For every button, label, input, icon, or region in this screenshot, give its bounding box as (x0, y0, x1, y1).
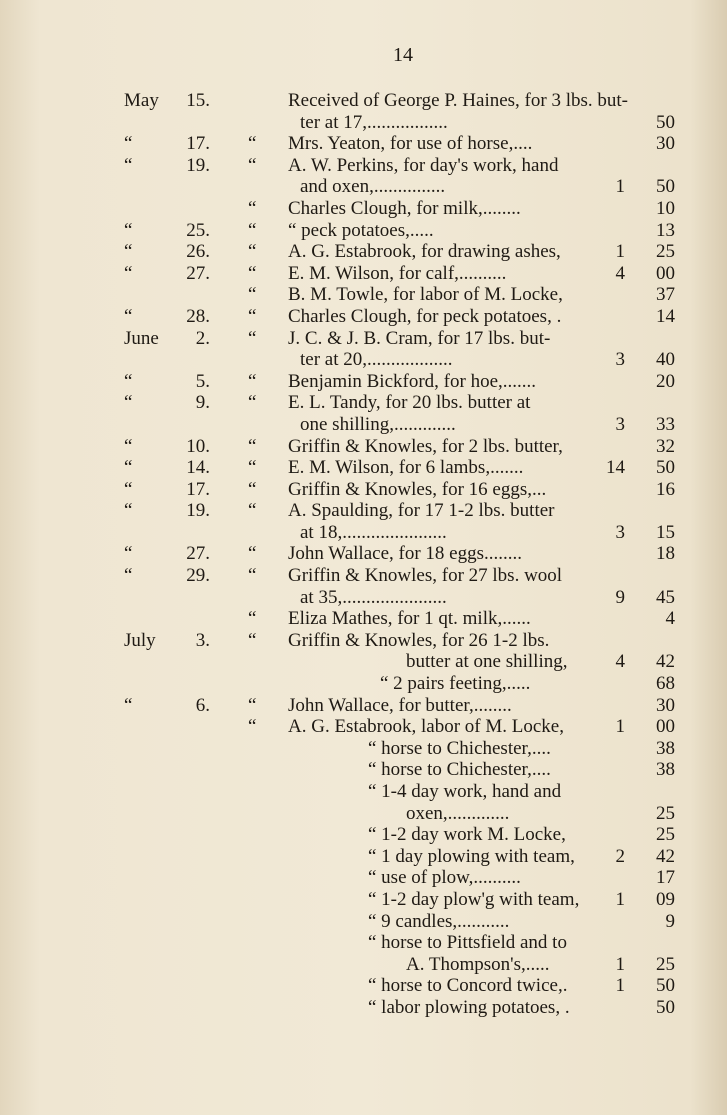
entry-cents: 13 (656, 219, 675, 241)
entry-ditto: “ (248, 435, 257, 457)
ledger-row (118, 587, 688, 609)
entry-ditto: “ (248, 716, 257, 738)
entry-day: 14. (186, 457, 210, 479)
entry-month: “ (124, 154, 133, 176)
entry-text: “ 1-2 day plow'g with team, (368, 888, 580, 910)
entry-cents: 25 (656, 824, 675, 846)
entry-day: 17. (186, 478, 210, 500)
entry-day: 27. (186, 543, 210, 565)
entry-cents: 25 (656, 802, 675, 824)
entry-text: B. M. Towle, for labor of M. Locke, (288, 284, 563, 306)
entry-text: E. M. Wilson, for calf,.......... (288, 262, 507, 284)
entry-month: “ (124, 478, 133, 500)
entry-text: John Wallace, for 18 eggs........ (288, 543, 522, 565)
entry-cents: 25 (656, 241, 675, 263)
entry-cents: 10 (656, 197, 675, 219)
entry-dollars: 2 (615, 845, 625, 867)
entry-cents: 50 (656, 176, 675, 198)
ledger-row (118, 349, 688, 371)
entry-dollars: 1 (615, 975, 625, 997)
page-number: 14 (393, 44, 413, 66)
entry-text: Griffin & Knowles, for 27 lbs. wool (288, 565, 563, 587)
entry-dollars: 1 (615, 953, 625, 975)
ledger-row (118, 608, 688, 630)
ledger-row (118, 241, 688, 263)
entry-text: Benjamin Bickford, for hoe,....... (288, 370, 537, 392)
ledger-row (118, 306, 688, 328)
entry-cents: 32 (656, 435, 675, 457)
entry-cents: 50 (656, 111, 675, 133)
entry-ditto: “ (248, 392, 257, 414)
ledger-row (118, 651, 688, 673)
entry-cents: 37 (656, 284, 675, 306)
ledger-row (118, 479, 688, 501)
entry-month: “ (124, 133, 133, 155)
entry-dollars: 1 (615, 176, 625, 198)
ledger-row (118, 371, 688, 393)
entry-cents: 25 (656, 953, 675, 975)
ledger-row (118, 954, 688, 976)
entry-month: “ (124, 500, 133, 522)
entry-day: 2. (195, 327, 210, 349)
entry-dollars: 14 (606, 457, 625, 479)
entry-dollars: 3 (615, 349, 625, 371)
ledger-row (118, 436, 688, 458)
entry-month: May (124, 90, 159, 111)
entry-text: Griffin & Knowles, for 26 1-2 lbs. (288, 629, 550, 651)
ledger-row (118, 738, 688, 760)
entry-cents: 33 (656, 413, 675, 435)
entry-cents: 9 (665, 910, 675, 932)
entry-cents: 00 (656, 716, 675, 738)
entry-text: A. W. Perkins, for day's work, hand (288, 154, 559, 176)
entry-text: “ horse to Chichester,.... (368, 737, 551, 759)
entry-text: “ peck potatoes,..... (288, 219, 434, 241)
entry-dollars: 4 (615, 262, 625, 284)
ledger-row (118, 867, 688, 889)
ledger-row (118, 975, 688, 997)
entry-day: 17. (186, 133, 210, 155)
entry-ditto: “ (248, 629, 257, 651)
entry-text: “ 1-4 day work, hand and (368, 781, 562, 802)
entry-dollars: 9 (615, 586, 625, 608)
entry-cents: 50 (656, 975, 675, 997)
ledger-row (118, 328, 688, 350)
ledger-row (118, 932, 688, 954)
ledger-row (118, 781, 688, 803)
entry-day: 19. (186, 500, 210, 522)
entry-text: “ 1-2 day work M. Locke, (368, 824, 566, 846)
ledger-row (118, 889, 688, 911)
ledger-row (118, 414, 688, 436)
entry-cents: 09 (656, 888, 675, 910)
entry-text: ter at 17,................. (300, 111, 448, 133)
entry-cents: 42 (656, 651, 675, 673)
entry-ditto: “ (248, 284, 257, 306)
entry-month: “ (124, 392, 133, 414)
entry-dollars: 1 (615, 241, 625, 263)
entry-day: 10. (186, 435, 210, 457)
entry-cents: 50 (656, 996, 675, 1018)
entry-ditto: “ (248, 478, 257, 500)
ledger-row (118, 155, 688, 177)
entry-month: June (124, 327, 159, 349)
entry-day: 5. (195, 370, 210, 392)
entry-text: “ 1 day plowing with team, (368, 845, 575, 867)
entry-cents: 40 (656, 349, 675, 371)
entry-text: Mrs. Yeaton, for use of horse,.... (288, 133, 533, 155)
ledger-row (118, 673, 688, 695)
ledger-row (118, 846, 688, 868)
entry-ditto: “ (248, 262, 257, 284)
entry-text: “ horse to Pittsfield and to (368, 932, 567, 954)
ledger-row (118, 284, 688, 306)
ledger-row (118, 543, 688, 565)
entry-day: 26. (186, 241, 210, 263)
entry-cents: 4 (665, 608, 675, 630)
entry-text: J. C. & J. B. Cram, for 17 lbs. but- (288, 327, 551, 349)
entry-text: “ 9 candles,........... (368, 910, 510, 932)
entry-text: “ 2 pairs feeting,..... (380, 673, 531, 695)
ledger-row (118, 522, 688, 544)
entry-dollars: 4 (615, 651, 625, 673)
entry-text: Griffin & Knowles, for 16 eggs,... (288, 478, 547, 500)
entry-text: oxen,............. (406, 802, 510, 824)
entry-ditto: “ (248, 694, 257, 716)
entry-cents: 17 (656, 867, 675, 889)
ledger-row (118, 911, 688, 933)
entry-text: “ horse to Concord twice,. (368, 975, 568, 997)
ledger-row (118, 90, 688, 112)
entry-cents: 16 (656, 478, 675, 500)
entry-cents: 00 (656, 262, 675, 284)
ledger-row (118, 133, 688, 155)
ledger-row (118, 997, 688, 1019)
entry-cents: 50 (656, 457, 675, 479)
entry-dollars: 1 (615, 888, 625, 910)
entry-month: “ (124, 543, 133, 565)
entry-text: “ horse to Chichester,.... (368, 759, 551, 781)
entry-ditto: “ (248, 370, 257, 392)
entry-text: “ labor plowing potatoes, . (368, 996, 570, 1018)
entry-ditto: “ (248, 457, 257, 479)
entry-ditto: “ (248, 154, 257, 176)
entry-ditto: “ (248, 565, 257, 587)
entry-text: Charles Clough, for peck potatoes, . (288, 305, 562, 327)
entry-cents: 42 (656, 845, 675, 867)
entry-month: “ (124, 305, 133, 327)
entry-month: “ (124, 219, 133, 241)
entry-cents: 18 (656, 543, 675, 565)
entry-dollars: 3 (615, 521, 625, 543)
entry-dollars: 3 (615, 413, 625, 435)
entry-day: 6. (195, 694, 210, 716)
ledger-row (118, 457, 688, 479)
entry-text: “ use of plow,.......... (368, 867, 521, 889)
ledger-row (118, 824, 688, 846)
entry-month: July (124, 629, 156, 651)
ledger-row (118, 695, 688, 717)
entry-day: 28. (186, 305, 210, 327)
entry-text: at 18,...................... (300, 521, 447, 543)
entry-cents: 20 (656, 370, 675, 392)
ledger-row (118, 716, 688, 738)
ledger-row (118, 198, 688, 220)
ledger-row (118, 565, 688, 587)
entry-ditto: “ (248, 500, 257, 522)
entry-month: “ (124, 262, 133, 284)
ledger-row (118, 112, 688, 134)
entry-month: “ (124, 565, 133, 587)
entry-text: A. Spaulding, for 17 1-2 lbs. butter (288, 500, 555, 522)
ledger-row (118, 176, 688, 198)
ledger-row (118, 759, 688, 781)
entry-ditto: “ (248, 219, 257, 241)
entry-text: butter at one shilling, (406, 651, 568, 673)
entry-ditto: “ (248, 133, 257, 155)
entry-cents: 15 (656, 521, 675, 543)
ledger-row (118, 392, 688, 414)
entry-month: “ (124, 241, 133, 263)
entry-day: 25. (186, 219, 210, 241)
entry-text: E. L. Tandy, for 20 lbs. butter at (288, 392, 531, 414)
entry-month: “ (124, 457, 133, 479)
entry-text: and oxen,............... (300, 176, 446, 198)
entry-text: at 35,...................... (300, 586, 447, 608)
entry-text: A. G. Estabrook, for drawing ashes, (288, 241, 561, 263)
entry-text: one shilling,............. (300, 413, 456, 435)
entry-cents: 45 (656, 586, 675, 608)
ledger-row (118, 220, 688, 242)
entry-ditto: “ (248, 608, 257, 630)
entry-ditto: “ (248, 197, 257, 219)
entry-text: Received of George P. Haines, for 3 lbs. but- (288, 90, 628, 111)
entry-text: Eliza Mathes, for 1 qt. milk,...... (288, 608, 531, 630)
entry-cents: 68 (656, 673, 675, 695)
entry-day: 9. (195, 392, 210, 414)
entry-ditto: “ (248, 305, 257, 327)
entry-day: 15. (186, 90, 210, 111)
entry-cents: 30 (656, 133, 675, 155)
entry-ditto: “ (248, 241, 257, 263)
ledger-row (118, 630, 688, 652)
entry-day: 27. (186, 262, 210, 284)
entry-text: Griffin & Knowles, for 2 lbs. butter, (288, 435, 563, 457)
entry-day: 3. (195, 629, 210, 651)
entry-day: 19. (186, 154, 210, 176)
entry-cents: 30 (656, 694, 675, 716)
entry-month: “ (124, 370, 133, 392)
entry-text: Charles Clough, for milk,........ (288, 197, 521, 219)
ledger-row (118, 500, 688, 522)
entry-text: A. Thompson's,..... (406, 953, 550, 975)
entry-month: “ (124, 694, 133, 716)
entry-text: John Wallace, for butter,........ (288, 694, 512, 716)
ledger-row (118, 263, 688, 285)
ledger (118, 90, 688, 1019)
entry-text: E. M. Wilson, for 6 lambs,....... (288, 457, 524, 479)
entry-dollars: 1 (615, 716, 625, 738)
entry-cents: 38 (656, 759, 675, 781)
entry-text: ter at 20,.................. (300, 349, 453, 371)
entry-ditto: “ (248, 327, 257, 349)
ledger-row (118, 803, 688, 825)
entry-month: “ (124, 435, 133, 457)
entry-ditto: “ (248, 543, 257, 565)
entry-text: A. G. Estabrook, labor of M. Locke, (288, 716, 564, 738)
entry-cents: 14 (656, 305, 675, 327)
entry-cents: 38 (656, 737, 675, 759)
entry-day: 29. (186, 565, 210, 587)
